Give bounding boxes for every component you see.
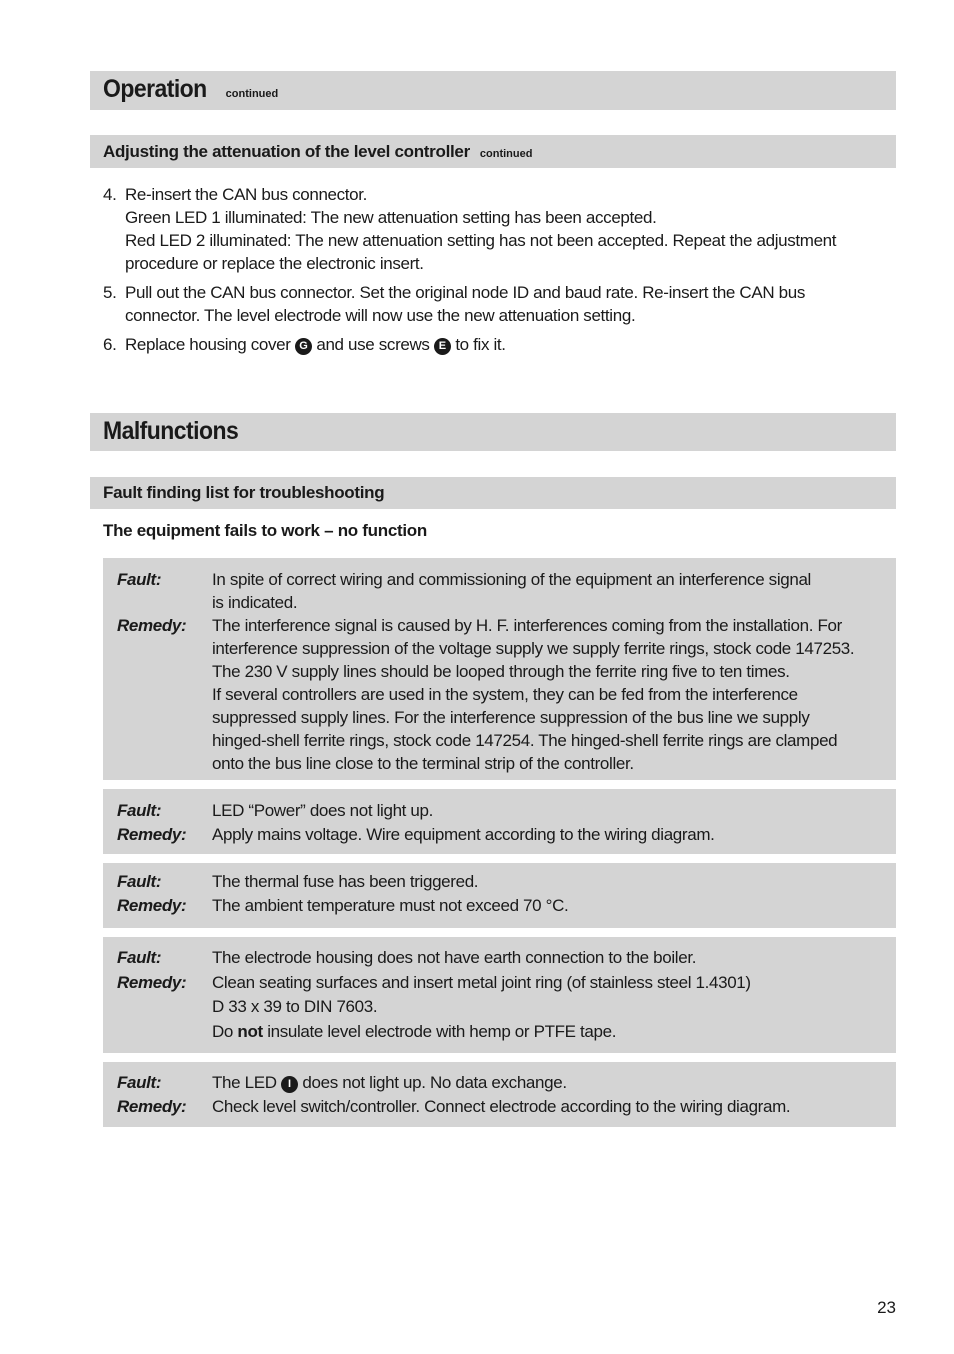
fault-text: The electrode housing does not have earth connection to the boiler. bbox=[212, 948, 697, 967]
e-circle-icon: E bbox=[434, 338, 451, 355]
step-line: connector. The level electrode will now use the new attenuation setting. bbox=[125, 306, 636, 325]
remedy-text: The 230 V supply lines should be looped through the ferrite ring five to ten times. bbox=[212, 662, 790, 681]
step-line: Green LED 1 illuminated: The new attenuation setting has been accepted. bbox=[125, 208, 657, 227]
remedy-text: onto the bus line close to the terminal strip of the controller. bbox=[212, 754, 634, 773]
fault-text: LED “Power” does not light up. bbox=[212, 801, 434, 820]
remedy-text: interference suppression of the voltage supply we supply ferrite rings, stock code 147253. bbox=[212, 639, 855, 658]
fault-label: Fault: bbox=[117, 948, 162, 967]
remedy-label: Remedy: bbox=[117, 972, 187, 992]
fault-text: is indicated. bbox=[212, 593, 298, 612]
remedy-text: Check level switch/controller. Connect electrode according to the wiring diagram. bbox=[212, 1097, 791, 1116]
fault-list-header-bar bbox=[90, 477, 896, 509]
malfunctions-header-bar bbox=[90, 413, 896, 451]
remedy-text: D 33 x 39 to DIN 7603. bbox=[212, 997, 378, 1016]
fault-box bbox=[103, 937, 896, 1053]
operation-continued: continued bbox=[225, 88, 279, 100]
fault-text: The thermal fuse has been triggered. bbox=[212, 872, 479, 891]
step-text: and use screws bbox=[316, 335, 430, 354]
fault-text bbox=[212, 1071, 896, 1095]
remedy-do: Do bbox=[212, 1021, 234, 1041]
step-line: Pull out the CAN bus connector. Set the original node ID and baud rate. Re-insert the CAN bus bbox=[125, 283, 805, 302]
step-number: 5. bbox=[103, 283, 117, 302]
step-line: procedure or replace the electronic insert. bbox=[125, 254, 424, 273]
fault-box bbox=[103, 789, 896, 854]
steps-list bbox=[103, 183, 893, 362]
remedy-rest: insulate level electrode with hemp or PTFE tape. bbox=[267, 1021, 617, 1041]
step-number: 4. bbox=[103, 185, 117, 204]
fault-label: Fault: bbox=[117, 570, 162, 589]
adjusting-continued: continued bbox=[479, 148, 533, 160]
adjusting-header-bar bbox=[90, 135, 896, 168]
remedy-label: Remedy: bbox=[117, 825, 187, 844]
step-line: Re-insert the CAN bus connector. bbox=[125, 185, 368, 204]
remedy-text: The interference signal is caused by H. F. interferences coming from the installation. For bbox=[212, 616, 842, 635]
fault-box bbox=[103, 863, 896, 928]
step-4 bbox=[103, 183, 893, 275]
step-text: to fix it. bbox=[455, 335, 506, 354]
fault-text-part: does not light up. No data exchange. bbox=[302, 1073, 567, 1092]
malfunctions-title: Malfunctions bbox=[103, 417, 239, 445]
remedy-text: hinged-shell ferrite rings, stock code 147254. The hinged-shell ferrite rings are clamped bbox=[212, 731, 838, 750]
fault-box bbox=[103, 1062, 896, 1127]
operation-header-bar bbox=[90, 71, 896, 110]
remedy-label: Remedy: bbox=[117, 616, 187, 635]
fault-text-part: The LED bbox=[212, 1073, 277, 1092]
fault-label: Fault: bbox=[117, 872, 162, 891]
no-function-heading: The equipment fails to work – no function bbox=[103, 521, 427, 540]
remedy-text: The ambient temperature must not exceed 70 °C. bbox=[212, 896, 569, 915]
remedy-text: Clean seating surfaces and insert metal joint ring (of stainless steel 1.4301) bbox=[212, 972, 751, 992]
g-circle-icon: G bbox=[295, 338, 312, 355]
fault-list-title: Fault finding list for troubleshooting bbox=[103, 483, 385, 502]
remedy-text: If several controllers are used in the system, they can be fed from the interference bbox=[212, 685, 798, 704]
remedy-text: suppressed supply lines. For the interference suppression of the bus line we supply bbox=[212, 708, 810, 727]
i-circle-icon: I bbox=[281, 1076, 298, 1093]
remedy-label: Remedy: bbox=[117, 896, 187, 915]
fault-label: Fault: bbox=[117, 801, 162, 820]
remedy-text bbox=[212, 1020, 896, 1045]
remedy-not-emphasis: not bbox=[237, 1021, 263, 1041]
remedy-text: Apply mains voltage. Wire equipment according to the wiring diagram. bbox=[212, 825, 715, 844]
fault-label: Fault: bbox=[117, 1073, 162, 1092]
remedy-label: Remedy: bbox=[117, 1097, 187, 1116]
fault-box bbox=[103, 558, 896, 780]
operation-title: Operation bbox=[103, 75, 207, 103]
step-line: Red LED 2 illuminated: The new attenuation setting has not been accepted. Repeat the adjustment bbox=[125, 231, 837, 250]
step-6 bbox=[103, 333, 893, 356]
step-number: 6. bbox=[103, 335, 117, 354]
step-text: Replace housing cover bbox=[125, 335, 291, 354]
fault-text: In spite of correct wiring and commissioning of the equipment an interference signal bbox=[212, 570, 811, 589]
adjusting-title: Adjusting the attenuation of the level controller bbox=[103, 142, 470, 161]
step-5 bbox=[103, 281, 893, 327]
page-number: 23 bbox=[877, 1298, 896, 1317]
